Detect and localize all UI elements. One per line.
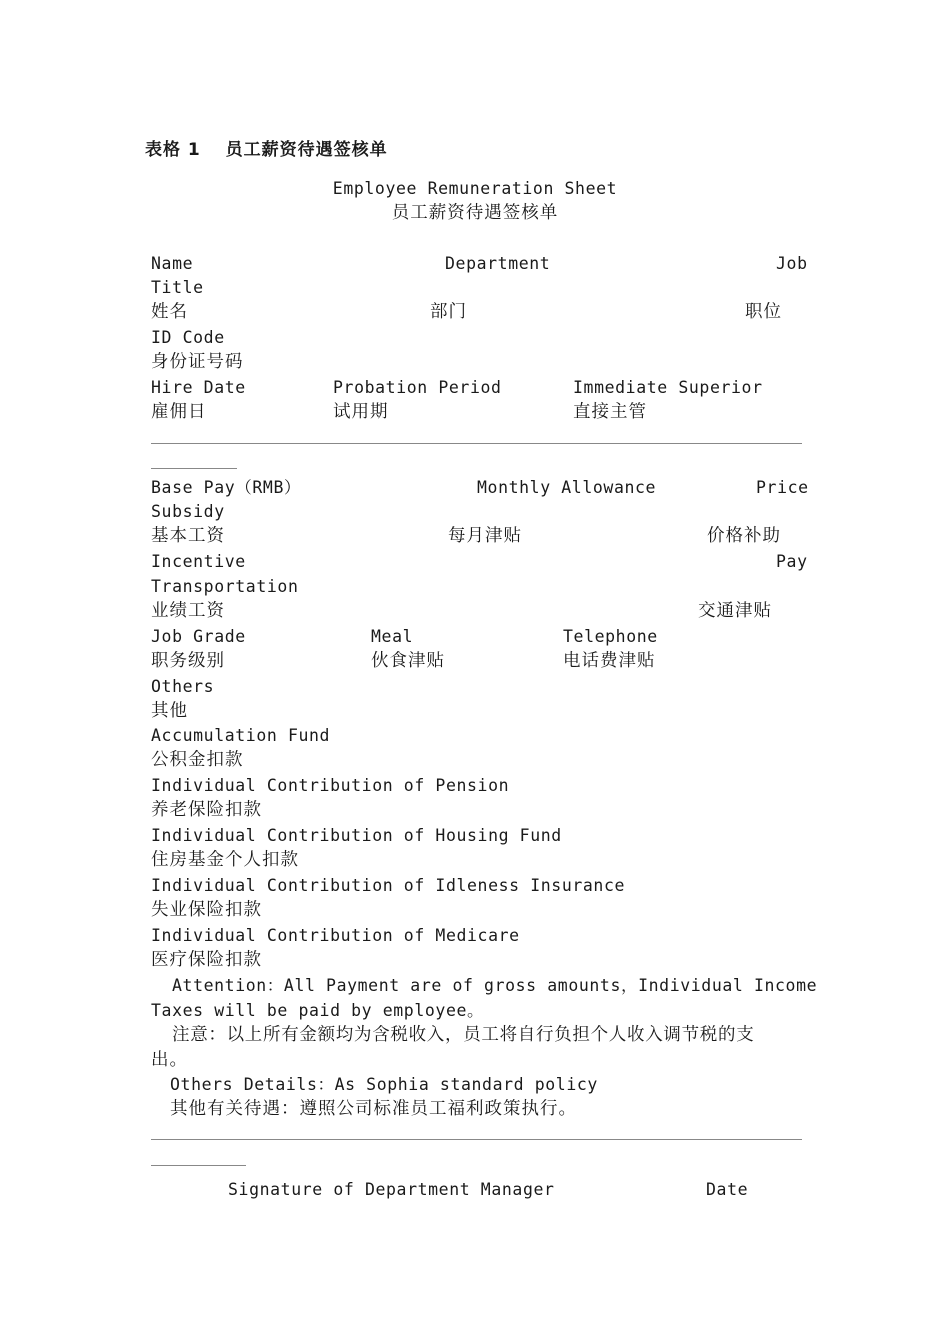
telephone-label-en: Telephone [563, 627, 658, 646]
job-grade-label-en: Job Grade [151, 627, 246, 646]
housing-label-cn: 住房基金个人扣款 [151, 850, 299, 870]
separator-line-tail [151, 1165, 246, 1166]
hire-date-label-en: Hire Date [151, 378, 246, 397]
sheet-title-cn: 员工薪资待遇签核单 [391, 203, 559, 223]
subsidy-label-en: Subsidy [151, 502, 225, 521]
incentive-label-en: Incentive [151, 552, 246, 571]
separator-line-tail [151, 468, 237, 469]
id-code-label-en: ID Code [151, 328, 225, 347]
medicare-label-en: Individual Contribution of Medicare [151, 926, 520, 945]
name-label-cn: 姓名 [151, 302, 188, 322]
incentive-pay-label-cn: 业绩工资 [151, 601, 225, 621]
separator-line [151, 443, 802, 444]
name-label-en: Name [151, 254, 194, 273]
meal-label-en: Meal [371, 627, 414, 646]
probation-label-en: Probation Period [333, 378, 502, 397]
job-grade-label-cn: 职务级别 [151, 651, 225, 671]
monthly-allowance-label-en: Monthly Allowance [477, 478, 657, 497]
attention-note-cn-line1: 注意：以上所有金额均为含税收入，员工将自行负担个人收入调节税的支 [172, 1025, 755, 1045]
job-title-label-cn: 职位 [745, 302, 782, 322]
transportation-label-cn: 交通津贴 [698, 601, 772, 621]
meal-label-cn: 伙食津贴 [371, 651, 445, 671]
department-label-cn: 部门 [430, 302, 467, 322]
attention-note-en-line1: Attention：All Payment are of gross amounts，Individual Income [172, 976, 818, 995]
base-pay-label-en: Base Pay（RMB） [151, 478, 302, 497]
housing-label-en: Individual Contribution of Housing Fund [151, 826, 562, 845]
price-label-en: Price [756, 478, 809, 497]
probation-label-cn: 试用期 [333, 402, 389, 422]
others-label-en: Others [151, 677, 215, 696]
superior-label-en: Immediate Superior [573, 378, 763, 397]
manager-signature-label: Signature of Department Manager [228, 1180, 555, 1199]
telephone-label-cn: 电话费津贴 [563, 651, 656, 671]
idleness-label-en: Individual Contribution of Idleness Insurance [151, 876, 626, 895]
date-label: Date [706, 1180, 749, 1199]
title-label-en: Title [151, 278, 204, 297]
price-subsidy-label-cn: 价格补助 [707, 526, 781, 546]
others-details-cn: 其他有关待遇：遵照公司标准员工福利政策执行。 [170, 1099, 577, 1119]
fund-label-cn: 公积金扣款 [151, 750, 244, 770]
department-label-en: Department [445, 254, 551, 273]
attention-note-cn-line2: 出。 [151, 1050, 188, 1070]
pay-label-en: Pay [776, 552, 808, 571]
superior-label-cn: 直接主管 [573, 402, 647, 422]
transportation-label-en: Transportation [151, 577, 299, 596]
fund-label-en: Accumulation Fund [151, 726, 331, 745]
medicare-label-cn: 医疗保险扣款 [151, 950, 262, 970]
monthly-allowance-label-cn: 每月津贴 [448, 526, 522, 546]
separator-line [151, 1139, 802, 1140]
pension-label-cn: 养老保险扣款 [151, 800, 262, 820]
job-label-en: Job [776, 254, 808, 273]
base-pay-label-cn: 基本工资 [151, 526, 225, 546]
sheet-title-en: Employee Remuneration Sheet [332, 179, 618, 198]
idleness-label-cn: 失业保险扣款 [151, 900, 262, 920]
others-label-cn: 其他 [151, 701, 188, 721]
hire-date-label-cn: 雇佣日 [151, 402, 207, 422]
pension-label-en: Individual Contribution of Pension [151, 776, 510, 795]
attention-note-en-line2: Taxes will be paid by employee。 [151, 1001, 485, 1020]
table-caption: 表格 1 员工薪资待遇签核单 [145, 140, 388, 160]
id-code-label-cn: 身份证号码 [151, 352, 244, 372]
others-details-en: Others Details：As Sophia standard policy [170, 1075, 598, 1094]
